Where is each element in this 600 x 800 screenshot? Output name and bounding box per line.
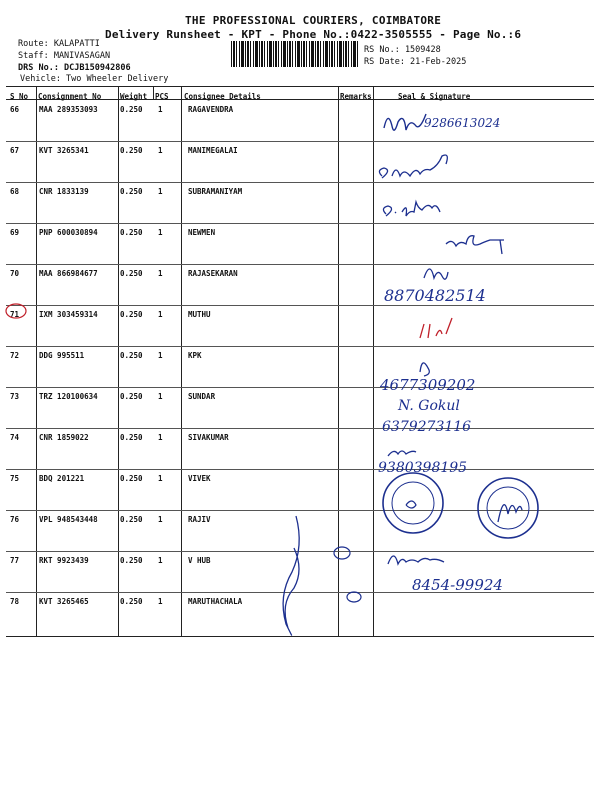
cell-sno: 67 xyxy=(10,146,20,155)
staff-label: Staff: MANIVASAGAN xyxy=(18,51,111,61)
cell-weight: 0.250 xyxy=(120,556,143,565)
cell-weight: 0.250 xyxy=(120,433,143,442)
cell-pcs: 1 xyxy=(158,105,163,114)
row-separator xyxy=(6,510,594,511)
cell-consignee: SIVAKUMAR xyxy=(188,433,229,442)
signature-mark xyxy=(446,236,504,254)
signature-mark xyxy=(424,269,448,279)
cell-consignment: KVT 3265341 xyxy=(39,146,89,155)
signature-mark xyxy=(379,155,447,178)
cell-sno: 75 xyxy=(10,474,20,483)
cell-pcs: 1 xyxy=(158,556,163,565)
col-divider xyxy=(373,86,374,636)
row-separator xyxy=(6,387,594,388)
cell-consignee: SUNDAR xyxy=(188,392,216,401)
row-separator xyxy=(6,264,594,265)
cell-consignment: PNP 600030894 xyxy=(39,228,98,237)
col-divider xyxy=(118,86,119,636)
cell-weight: 0.250 xyxy=(120,392,143,401)
cell-weight: 0.250 xyxy=(120,474,143,483)
row-separator xyxy=(6,551,594,552)
cell-consignee: RAGAVENDRA xyxy=(188,105,234,114)
cell-pcs: 1 xyxy=(158,474,163,483)
drs-number: DRS No.: DCJB150942806 xyxy=(18,63,131,73)
cell-weight: 0.250 xyxy=(120,228,143,237)
cell-sno: 69 xyxy=(10,228,20,237)
cell-consignee: SUBRAMANIYAM xyxy=(188,187,243,196)
cell-sno: 78 xyxy=(10,597,20,606)
col-header-consignee: Consignee Details xyxy=(184,92,261,101)
cell-pcs: 1 xyxy=(158,392,163,401)
col-header-consignment: Consignment No xyxy=(38,92,102,101)
cell-sno: 68 xyxy=(10,187,20,196)
signature-mark xyxy=(420,363,429,376)
rs-number: RS No.: 1509428 xyxy=(364,45,441,55)
cell-consignee: VIVEK xyxy=(188,474,211,483)
row-separator xyxy=(6,592,594,593)
cell-consignee: RAJASEKARAN xyxy=(188,269,238,278)
row66-phone: 9286613024 xyxy=(424,116,501,130)
cell-consignee: NEWMEN xyxy=(188,228,216,237)
cell-sno: 73 xyxy=(10,392,20,401)
cell-consignment: MAA 866984677 xyxy=(39,269,98,278)
cell-weight: 0.250 xyxy=(120,269,143,278)
col-divider xyxy=(153,86,154,100)
cell-sno: 74 xyxy=(10,433,20,442)
row70-phone: 8870482514 xyxy=(384,286,486,305)
company-title: THE PROFESSIONAL COURIERS, COIMBATORE xyxy=(185,14,442,27)
cell-consignment: TRZ 120100634 xyxy=(39,392,98,401)
row-separator xyxy=(6,428,594,429)
row77-phone: 8454-99924 xyxy=(412,576,503,594)
cell-pcs: 1 xyxy=(158,515,163,524)
cell-consignment: CNR 1859022 xyxy=(39,433,89,442)
row-separator xyxy=(6,141,594,142)
rs-date: RS Date: 21-Feb-2025 xyxy=(364,57,467,67)
red-mark xyxy=(420,318,452,338)
cell-consignment: IXM 303459314 xyxy=(39,310,98,319)
cell-pcs: 1 xyxy=(158,310,163,319)
cell-sno: 66 xyxy=(10,105,20,114)
cell-consignee: MUTHU xyxy=(188,310,211,319)
cell-consignment: CNR 1833139 xyxy=(39,187,89,196)
cell-sno: 72 xyxy=(10,351,20,360)
cell-sno: 70 xyxy=(10,269,20,278)
col-divider xyxy=(181,86,182,636)
cell-weight: 0.250 xyxy=(120,187,143,196)
cell-pcs: 1 xyxy=(158,228,163,237)
cell-pcs: 1 xyxy=(158,187,163,196)
cell-pcs: 1 xyxy=(158,433,163,442)
signature-mark xyxy=(388,556,444,564)
cell-consignment: VPL 948543448 xyxy=(39,515,98,524)
signature-mark xyxy=(283,516,299,635)
vehicle-label: Vehicle: Two Wheeler Delivery xyxy=(20,74,169,84)
col-header-signature: Seal & Signature xyxy=(398,92,471,101)
cell-weight: 0.250 xyxy=(120,146,143,155)
cell-consignee: MANIMEGALAI xyxy=(188,146,238,155)
route-label: Route: KALAPATTI xyxy=(18,39,100,49)
col-header-weight: Weight xyxy=(120,92,148,101)
row72-phone: 4677309202 xyxy=(380,376,476,394)
company-seal xyxy=(383,473,538,538)
signature-mark xyxy=(334,547,350,559)
cell-consignment: MAA 289353093 xyxy=(39,105,98,114)
cell-consignee: RAJIV xyxy=(188,515,211,524)
col-header-pcs: PCS xyxy=(155,92,169,101)
table-bottom-rule xyxy=(6,636,594,637)
row74-phone: 9380398195 xyxy=(378,460,468,476)
cell-weight: 0.250 xyxy=(120,597,143,606)
table-top-rule xyxy=(6,86,594,87)
row-separator xyxy=(6,469,594,470)
cell-consignee: MARUTHACHALA xyxy=(188,597,243,606)
col-header-remarks: Remarks xyxy=(340,92,372,101)
cell-consignment: DDG 995511 xyxy=(39,351,85,360)
row-separator xyxy=(6,305,594,306)
signature-mark xyxy=(383,202,440,216)
cell-pcs: 1 xyxy=(158,351,163,360)
cell-weight: 0.250 xyxy=(120,515,143,524)
col-divider xyxy=(36,86,37,636)
cell-pcs: 1 xyxy=(158,269,163,278)
signature-mark xyxy=(384,114,426,130)
signature-mark xyxy=(388,451,416,456)
cell-pcs: 1 xyxy=(158,146,163,155)
cell-consignment: RKT 9923439 xyxy=(39,556,89,565)
row-separator xyxy=(6,223,594,224)
cell-consignee: KPK xyxy=(188,351,202,360)
row-separator xyxy=(6,182,594,183)
cell-weight: 0.250 xyxy=(120,351,143,360)
cell-consignment: KVT 3265465 xyxy=(39,597,89,606)
cell-consignee: V HUB xyxy=(188,556,211,565)
runsheet-title: Delivery Runsheet - KPT - Phone No.:0422-3505555 - Page No.:6 xyxy=(105,28,522,41)
cell-consignment: BDQ 201221 xyxy=(39,474,85,483)
signature-mark xyxy=(347,592,361,602)
col-header-sno: S No xyxy=(10,92,29,101)
cell-sno: 71 xyxy=(10,310,20,319)
row73-phone: 6379273116 xyxy=(382,419,472,435)
cell-sno: 77 xyxy=(10,556,20,565)
barcode xyxy=(231,41,359,67)
col-divider xyxy=(338,86,339,636)
cell-sno: 76 xyxy=(10,515,20,524)
row-separator xyxy=(6,346,594,347)
cell-weight: 0.250 xyxy=(120,105,143,114)
cell-weight: 0.250 xyxy=(120,310,143,319)
cell-pcs: 1 xyxy=(158,597,163,606)
row73-name: N. Gokul xyxy=(398,398,460,414)
